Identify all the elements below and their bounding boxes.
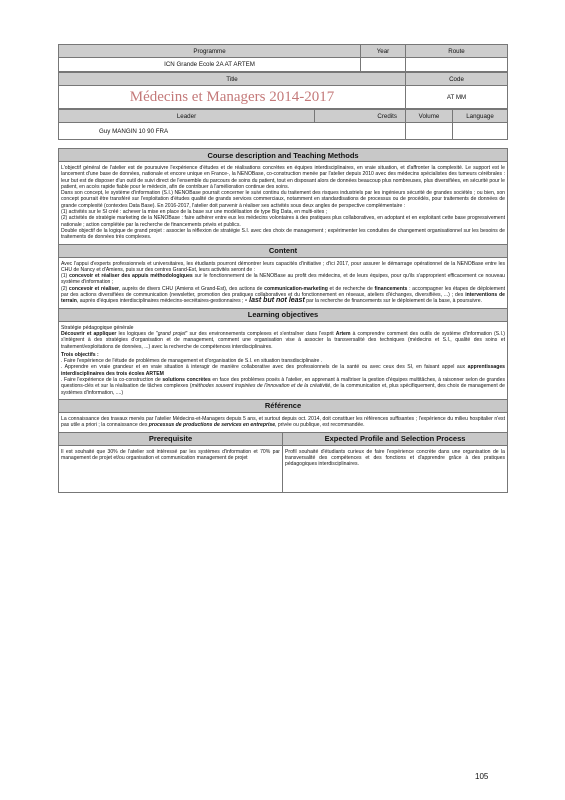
learning-l6-pre: . Faire l'expérience de la co-construction de xyxy=(61,377,163,384)
page-number: 105 xyxy=(475,772,489,781)
learning-l4: . Faire l'expérience de l'étude de problèmes de management et d'organisation de S.I. en situation transdisciplinaire . xyxy=(61,358,323,365)
content-p3-bold4: interventions de terrain xyxy=(61,292,506,305)
learning-l2-post2: à comprendre comment des outils de système d'information (S.I.) s'intègrent à des stratégies d'organisation et de management, comment une organisation vise à associer la transversalité des techniques (médecins et S.I., qualité des soins et traitement/exploitations de données, ...) avec la recherche de compétences interdisciplinaires. xyxy=(61,330,506,350)
content-heading: Content xyxy=(59,244,508,257)
language-value xyxy=(453,123,508,140)
course-desc-p1: L'objectif général de l'atelier est de poursuivre l'expérience d'études et de réalisations concrètes en équipes interdisciplinaires, en vraie situation, et d'affronter la complexité. Le support est le lancement d'une base de données, nationale et encore unique en France-, la NENOBase, co-construction menée par l'atelier depuis 2010 avec des médecins spécialistes des tumeurs cérébrales : leur but est de disposer d'un outil de suivi direct de l'ensemble du parcours de soins du patient, tout en disposant alors de données beaucoup plus nombreuses, plus diversifiées, en sécurité pour le patient, en accès rapide fiable pour le médecin, afin de contribuer à l'amélioration continue des soins. xyxy=(61,165,506,190)
title-label: Title xyxy=(59,73,406,86)
learning-l3: Trois objectifs : xyxy=(61,351,99,358)
content-p2-bold: concevoir et réaliser des appuis méthodologiques xyxy=(69,273,193,280)
learning-l6-post: , de la communication et, plus spécifiquement, des choix de management de systèmes d'information, ....) xyxy=(61,383,506,396)
content-p3-post: : accompagner les étapes de déploiement par des actions diversifiées de communication (newsletter, promotion des pratiques collaboratives et du fonctionnement en réseaux, ateliers d'échanges, diversifiées, ...) ; des xyxy=(61,285,506,299)
content-p3-pre: (2) xyxy=(61,285,69,292)
programme-value: ICN Grande Ecole 2A AT ARTEM xyxy=(59,58,361,72)
volume-value xyxy=(406,123,453,140)
course-description-heading: Course description and Teaching Methods xyxy=(59,149,508,162)
programme-label: Programme xyxy=(59,45,361,58)
learning-l2-bold: Découvrir et appliquer xyxy=(61,330,117,337)
course-title: Médecins et Managers 2014-2017 xyxy=(59,86,406,109)
learning-l2 xyxy=(61,331,505,350)
volume-label: Volume xyxy=(406,110,453,123)
reference-p1 xyxy=(61,416,505,429)
content-p3-mid2: et de recherche de xyxy=(327,285,375,292)
title-table xyxy=(58,72,508,109)
leader-value: Guy MANGIN 10 90 FRA xyxy=(59,123,406,140)
content-p2-post: sur le fonctionnement de la NENOBase au profit des médecins, et de leurs équipes, pour qu'ils s'approprient efficacement ce nouveau système d'information ; xyxy=(61,273,506,286)
code-label: Code xyxy=(406,73,508,86)
reference-pre: La connaissance des travaux menés par l'atelier Médecins-et-Managers depuis 5 ans, et surtout depuis oct. 2014, doit constituer les références suffisantes ; l'expérience du milieu hospitalier n'est pas utile a priori ; la connaissance des xyxy=(61,415,506,429)
course-desc-p2: Dans son concept, le système d'information (S.I.) NENOBase pourrait concerner le suivi continu du traitement des risques industriels par les ingénieurs sécurité de grandes sociétés ; ou bien, son concept pourrait être transféré sur l'exploitation d'études qualité de grands services commerciaux, notamment en standardisations de processus ou de procédés, pour traitements de données de grande complexité (contextes Data Base). En 2016-2017, l'atelier doit parvenir à réaliser ses activités sous deux angles de perspective complémentaire : xyxy=(61,190,506,209)
course-code: AT MM xyxy=(406,86,508,109)
content-p3-last: - last but not least xyxy=(244,297,305,305)
course-desc-p3: (1) activités sur le SI créé : achever la mise en place de la base sur une modélisation de type Big Data, en multi-sites ; xyxy=(61,209,328,216)
learning-l5 xyxy=(61,364,505,377)
content-p3-bold3: financements xyxy=(374,285,408,292)
route-value xyxy=(406,58,508,72)
content-p1: Avec l'appui d'experts professionnels et universitaires, les étudiants pourront démontrer leurs capacités d'initiative ; d'ici 2017, pour assurer le démarrage opérationnel de la NENOBase entre les CHU de Nancy et d'Amiens, puis sur des centres Grand-Est, leurs activités seront de : xyxy=(61,260,506,273)
content-text xyxy=(59,257,508,308)
learning-l6-bold: solutions concrètes xyxy=(162,377,211,384)
content-p3-mid: , auprès de divers CHU (Amiens et Grand-Est), des actions de xyxy=(119,285,265,292)
language-label: Language xyxy=(453,110,508,123)
learning-l6 xyxy=(61,377,505,396)
course-description-text xyxy=(59,162,508,245)
body-table xyxy=(58,148,508,493)
learning-objectives-heading: Learning objectives xyxy=(59,308,508,321)
course-desc-p5: Double objectif de la logique de grand projet : associer la réflexion de stratégie S.I. avec des choix de management ; expérimenter les conduites de changement organisationnel sur les besoins de traitements de données très complexes. xyxy=(61,227,506,241)
learning-objectives-text xyxy=(59,321,508,399)
reference-text xyxy=(59,412,508,432)
learning-l6-mid: en face des problèmes posés à l'atelier, en apprenant à maîtriser la gestion d'équipes multitâches, à raisonner selon de grandes questions-clés et sur la réalisation de tâches complexes ( xyxy=(61,377,506,390)
content-p3-post2: , auprès d'équipes interdisciplinaires médecins-secrétaires-gestionnaires ; xyxy=(76,298,245,305)
content-p3-end: par la recherche de financements sur le déploiement de la base, à poursuivre. xyxy=(304,298,483,305)
prerequisite-heading: Prerequisite xyxy=(59,432,283,445)
leader-table xyxy=(58,109,508,140)
year-value xyxy=(361,58,406,72)
expected-profile-text xyxy=(283,445,508,492)
content-p3-bold2: communication-marketing xyxy=(264,285,328,292)
reference-post: , privée ou publique, est recommandée. xyxy=(275,422,365,429)
prerequisite-p: Il est souhaité que 30% de l'atelier soit intéressé par les systèmes d'information et 70% par management de projet et/ou organisation et communication management de projet xyxy=(61,448,280,461)
leader-label: Leader xyxy=(59,110,315,123)
learning-l1: Stratégie pédagogique générale xyxy=(61,324,134,331)
content-p2-pre: (1) xyxy=(61,273,70,280)
content-p2 xyxy=(61,273,505,286)
learning-l2-ital: grand projet xyxy=(157,330,186,337)
expected-p: Profil souhaité d'étudiants curieux de faire l'expérience concrète dans une organisation de la transversalité des compétences et des fonctions et d'apprendre grâce à des pratiques pédagogiques interdisciplinaires. xyxy=(285,448,506,468)
header-table xyxy=(58,44,508,72)
learning-l5-pre: . Apprendre en vraie grandeur et en vraie situation à interagir de manière collaborative avec des professionnels de la santé ou avec ceux des SI, en faisant appel aux xyxy=(61,364,468,371)
learning-l2-post: " sur des environnements complexes et s'entraîner dans l'esprit xyxy=(185,330,336,337)
reference-heading: Référence xyxy=(59,399,508,412)
learning-l5-bold: apprentissages interdisciplinaires des trois écoles ARTEM xyxy=(61,364,506,377)
course-desc-p4: (2) activités de stratégie marketing de la NENOBase : faire adhérer entre eux les médecins volontaires à des pratiques plus collaboratives, en adoptant et en exploitant cette base progressivement nationale ; action complétée par la recherche de financements privés et publics. xyxy=(61,215,506,228)
reference-bi: processus de productions de services en entreprise xyxy=(148,422,276,429)
content-p3 xyxy=(61,286,505,305)
course-sheet xyxy=(58,44,507,493)
credits-label: Credits xyxy=(315,110,406,123)
learning-l2-bold2: Artem xyxy=(335,330,351,337)
route-label: Route xyxy=(406,45,508,58)
year-label: Year xyxy=(361,45,406,58)
expected-profile-heading: Expected Profile and Selection Process xyxy=(283,432,508,445)
prerequisite-text xyxy=(59,445,283,492)
learning-l2-mid: les logiques de " xyxy=(116,330,158,337)
learning-l6-ital: méthodes souvent inspirées de l'innovation et de la créativité xyxy=(191,383,331,390)
content-p3-bold: concevoir et réaliser xyxy=(68,285,120,292)
